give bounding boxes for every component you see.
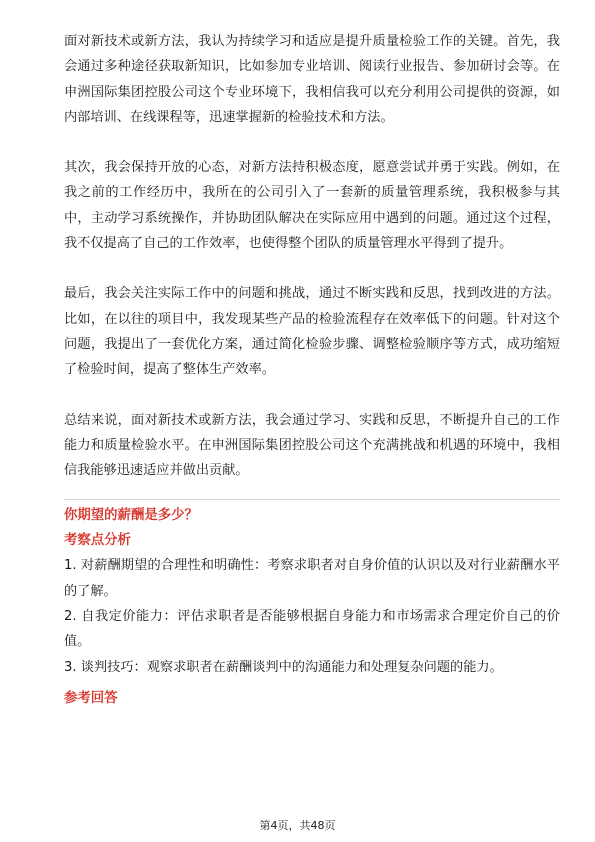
answer-paragraph-2: 其次，我会保持开放的心态，对新方法持积极态度，愿意尝试并勇于实践。例如，在我之前的工作经历中，我所在的公司引入了一套新的质量管理系统，我积极参与其中，主动学习系统操作，并协助团队解决在实际应用中遇到的问题。通过这个过程，我不仅提高了自己的工作效率，也使得整个团队的质量管理水平得到了提升。 xyxy=(64,160,560,252)
question-heading: 你期望的薪酬是多少？ xyxy=(64,508,198,524)
analysis-item-2: 2. 自我定价能力：评估求职者是否能够根据自身能力和市场需求合理定价自己的价值。 xyxy=(64,609,560,650)
page-content xyxy=(64,29,560,709)
analysis-item-3: 3. 谈判技巧：观察求职者在薪酬谈判中的沟通能力和处理复杂问题的能力。 xyxy=(64,659,503,675)
analysis-heading: 考察点分析 xyxy=(64,533,131,549)
reference-answer-heading: 参考回答 xyxy=(64,690,118,706)
answer-paragraph-4: 总结来说，面对新技术或新方法，我会通过学习、实践和反思，不断提升自己的工作能力和质量检验水平。在申洲国际集团控股公司这个充满挑战和机遇的环境中，我相信我能够迅速适应并做出贡献。 xyxy=(64,412,560,479)
answer-paragraph-3: 最后，我会关注实际工作中的问题和挑战，通过不断实践和反思，找到改进的方法。比如，在以往的项目中，我发现某些产品的检验流程存在效率低下的问题。针对这个问题，我提出了一套优化方案，通过简化检验步骤、调整检验顺序等方式，成功缩短了检验时间，提高了整体生产效率。 xyxy=(64,286,560,378)
answer-paragraph-1: 面对新技术或新方法，我认为持续学习和适应是提升质量检验工作的关键。首先，我会通过多种途径获取新知识，比如参加专业培训、阅读行业报告、参加研讨会等。在申洲国际集团控股公司这个专业环境下，我相信我可以充分利用公司提供的资源，如内部培训、在线课程等，迅速掌握新的检验技术和方法。 xyxy=(64,34,560,125)
section-divider xyxy=(64,499,560,500)
page-footer: 第4页，共48页 xyxy=(259,819,336,832)
analysis-item-1: 1. 对薪酬期望的合理性和明确性：考察求职者对自身价值的认识以及对行业薪酬水平的了解。 xyxy=(64,558,560,599)
